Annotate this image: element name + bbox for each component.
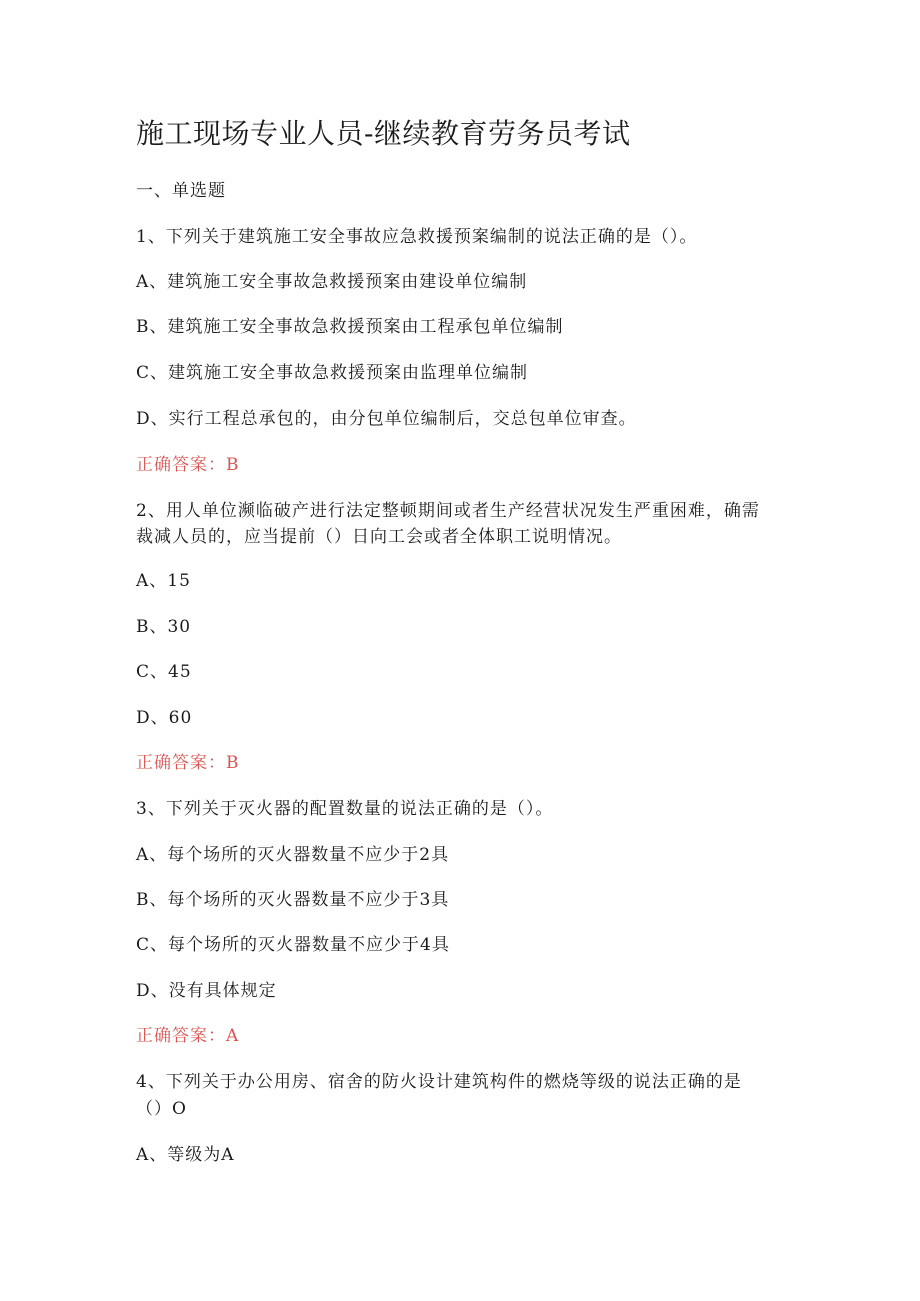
question-3-option-c: C、每个场所的灭火器数量不应少于4具 bbox=[136, 935, 450, 955]
section-heading: 一、单选题 bbox=[136, 181, 226, 201]
question-2-option-d: D、60 bbox=[136, 708, 193, 728]
question-1-stem: 1、下列关于建筑施工安全事故应急救援预案编制的说法正确的是（）。 bbox=[136, 227, 698, 247]
question-2-answer: 正确答案：B bbox=[136, 753, 240, 773]
question-1-option-a: A、建筑施工安全事故急救援预案由建设单位编制 bbox=[136, 272, 528, 292]
question-2-option-b: B、30 bbox=[136, 617, 192, 637]
question-4-stem-line-1: 4、下列关于办公用房、宿舍的防火设计建筑构件的燃烧等级的说法正确的是 bbox=[136, 1072, 742, 1092]
question-3-option-d: D、没有具体规定 bbox=[136, 981, 277, 1001]
page-title: 施工现场专业人员-继续教育劳务员考试 bbox=[136, 117, 631, 150]
question-2-stem-line-2: 裁减人员的，应当提前（）日向工会或者全体职工说明情况。 bbox=[136, 527, 622, 547]
question-1-option-d: D、实行工程总承包的，由分包单位编制后，交总包单位审查。 bbox=[136, 409, 637, 429]
question-2-option-c: C、45 bbox=[136, 662, 192, 682]
question-4-stem-line-2: （）O bbox=[136, 1099, 187, 1119]
question-3-answer: 正确答案：A bbox=[136, 1026, 240, 1046]
question-2-stem-line-1: 2、用人单位濒临破产进行法定整顿期间或者生产经营状况发生严重困难，确需 bbox=[136, 501, 760, 521]
question-1-option-c: C、建筑施工安全事故急救援预案由监理单位编制 bbox=[136, 363, 529, 383]
question-4-option-a: A、等级为A bbox=[136, 1145, 235, 1165]
question-2-option-a: A、15 bbox=[136, 571, 191, 591]
question-3-stem: 3、下列关于灭火器的配置数量的说法正确的是（）。 bbox=[136, 799, 554, 819]
question-1-option-b: B、建筑施工安全事故急救援预案由工程承包单位编制 bbox=[136, 317, 564, 337]
question-3-option-b: B、每个场所的灭火器数量不应少于3具 bbox=[136, 890, 450, 910]
question-3-option-a: A、每个场所的灭火器数量不应少于2具 bbox=[136, 845, 450, 865]
question-1-answer: 正确答案：B bbox=[136, 455, 240, 475]
